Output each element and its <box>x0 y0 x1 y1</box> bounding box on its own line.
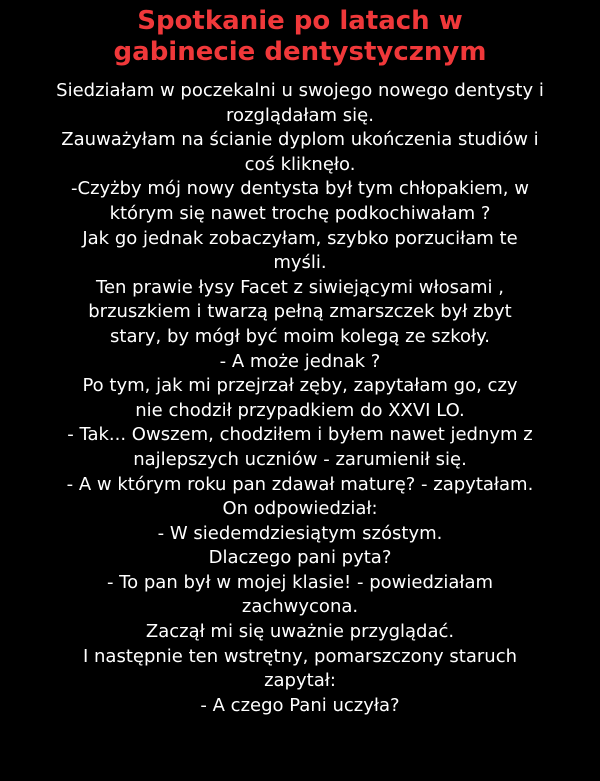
story-line: brzuszkiem i twarzą pełną zmarszczek był zbyt <box>88 301 512 323</box>
meme-title <box>16 6 584 68</box>
story-line: Jak go jednak zobaczyłam, szybko porzuciłam te <box>82 227 518 249</box>
story-line: stary, by mógł być moim kolegą ze szkoły. <box>110 325 490 347</box>
story-line: I następnie ten wstrętny, pomarszczony staruch <box>82 645 517 667</box>
story-line: - To pan był w mojej klasie! - powiedziałam <box>106 571 494 593</box>
story-line: Po tym, jak mi przejrzał zęby, zapytałam go, czy <box>82 375 518 397</box>
story-line: zapytał: <box>264 670 336 692</box>
story-line: - A może jednak ? <box>219 350 381 372</box>
story-line: - W siedemdziesiątym szóstym. <box>157 522 443 544</box>
story-line: Dlaczego pani pyta? <box>208 547 392 569</box>
story-line: rozglądałam się. <box>226 104 374 126</box>
story-line: - A w którym roku pan zdawał maturę? - zapytałam. <box>66 473 534 495</box>
story-line: zachwycona. <box>241 596 359 618</box>
story-line: najlepszych uczniów - zarumienił się. <box>133 448 467 470</box>
story-line: - A czego Pani uczyła? <box>200 694 400 716</box>
story-line: - Tak... Owszem, chodziłem i byłem nawet jednym z <box>67 424 533 446</box>
story-line: coś kliknęło. <box>244 153 356 175</box>
story-line: Siedziałam w poczekalni u swojego nowego dentysty i <box>56 80 544 101</box>
story-text <box>16 79 584 718</box>
story-line: On odpowiedział: <box>222 498 378 520</box>
story-line: nie chodził przypadkiem do XXVI LO. <box>135 399 465 421</box>
story-line: Zauważyłam na ścianie dyplom ukończenia studiów i <box>61 129 539 151</box>
story-line: którym się nawet trochę podkochiwałam ? <box>109 202 491 224</box>
story-line: Zaczął mi się uważnie przyglądać. <box>145 621 455 643</box>
title-line: gabinecie dentystycznym <box>113 37 487 67</box>
story-line: myśli. <box>273 252 327 274</box>
story-line: Ten prawie łysy Facet z siwiejącymi włosami , <box>96 276 504 298</box>
story-line: -Czyżby mój nowy dentysta był tym chłopakiem, w <box>71 178 529 200</box>
title-line: Spotkanie po latach w <box>137 6 463 36</box>
